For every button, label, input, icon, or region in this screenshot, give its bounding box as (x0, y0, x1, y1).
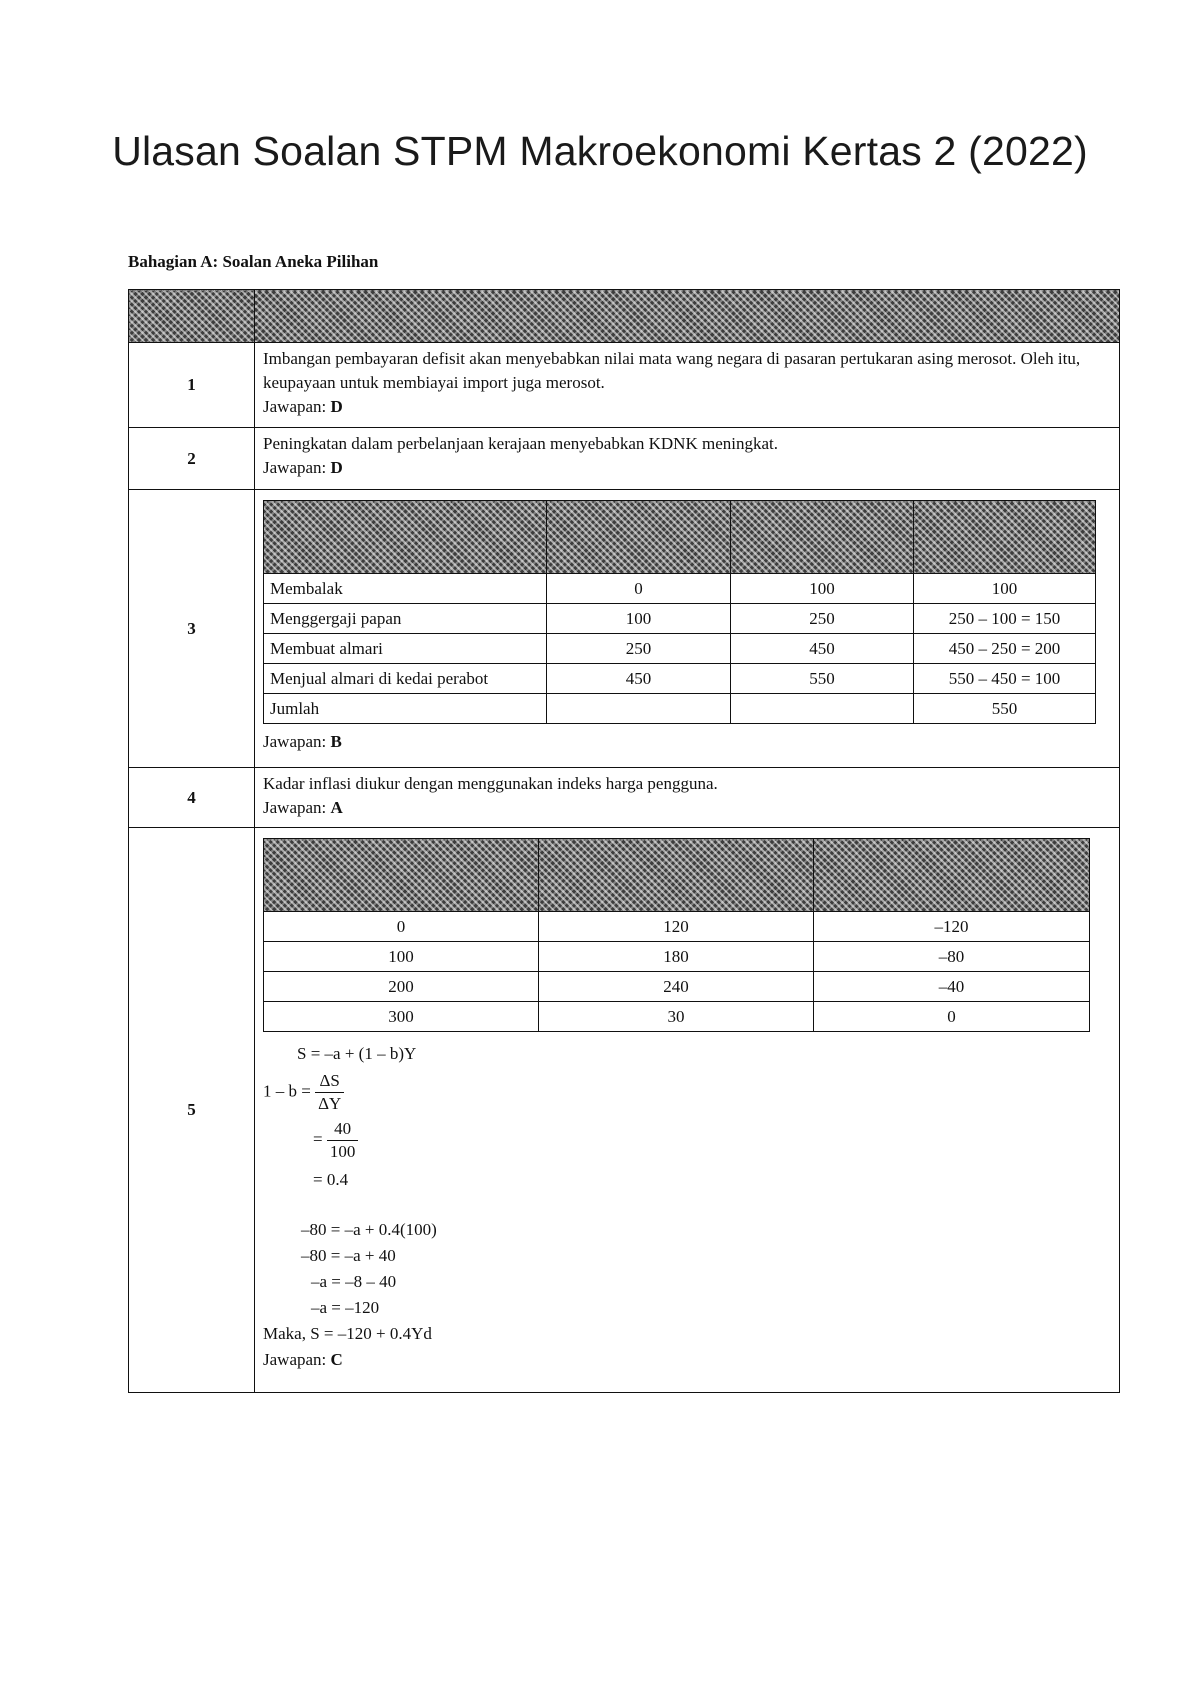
answer-table (128, 289, 1120, 1393)
table-cell: 30 (539, 1002, 814, 1032)
question-explanation (255, 343, 1120, 428)
answer-label: Jawapan: (263, 458, 327, 477)
calc-line-fraction-2 (263, 1118, 1111, 1168)
table-row (264, 1002, 1090, 1032)
header-explanation (255, 290, 1120, 343)
header-question-number (129, 290, 255, 343)
answer-line (263, 395, 1111, 419)
calc-line: –80 = –a + 40 (301, 1246, 396, 1265)
fraction (315, 1070, 344, 1115)
answer-label: Jawapan: (263, 732, 327, 751)
inner-header-cell (264, 839, 539, 912)
calc-line: = 0.4 (313, 1170, 349, 1189)
table-cell: Menjual almari di kedai perabot (264, 664, 547, 694)
answer-line (263, 796, 1111, 820)
table-cell: Menggergaji papan (264, 604, 547, 634)
table-cell: –80 (814, 942, 1090, 972)
table-cell: 250 (731, 604, 914, 634)
inner-header-row (264, 839, 1090, 912)
calc-line: S = –a + (1 – b)Y (297, 1044, 417, 1063)
explanation-text: Peningkatan dalam perbelanjaan kerajaan menyebabkan KDNK meningkat. (263, 434, 778, 453)
question-number: 5 (129, 828, 255, 1393)
document-title: Ulasan Soalan STPM Makroekonomi Kertas 2 (2022) (112, 128, 1088, 174)
table-cell: Membalak (264, 574, 547, 604)
table-row (264, 574, 1096, 604)
table-cell: 100 (914, 574, 1096, 604)
table-cell: 100 (264, 942, 539, 972)
question-explanation (255, 828, 1120, 1393)
fraction-numerator: ΔS (315, 1070, 344, 1093)
table-cell: 0 (814, 1002, 1090, 1032)
value-added-table (263, 500, 1096, 724)
table-cell: 240 (539, 972, 814, 1002)
inner-header-cell (264, 501, 547, 574)
inner-header-row (264, 501, 1096, 574)
calc-line: –a = –8 – 40 (311, 1272, 397, 1291)
answer-value: D (330, 397, 343, 416)
question-number: 4 (129, 768, 255, 828)
calc-line-fraction-1 (263, 1068, 1111, 1118)
question-explanation (255, 490, 1120, 768)
answer-label: Jawapan: (263, 397, 327, 416)
section-title: Bahagian A: Soalan Aneka Pilihan (128, 252, 379, 271)
inner-header-cell (539, 839, 814, 912)
table-cell: Membuat almari (264, 634, 547, 664)
table-cell: 450 (547, 664, 731, 694)
table-cell: 100 (547, 604, 731, 634)
question-number: 2 (129, 428, 255, 490)
table-cell: 450 – 250 = 200 (914, 634, 1096, 664)
answer-value: A (330, 798, 343, 817)
table-cell: 550 (914, 694, 1096, 724)
question-explanation (255, 428, 1120, 490)
calc-eq: = (313, 1129, 323, 1149)
explanation-text: Imbangan pembayaran defisit akan menyebabkan nilai mata wang negara di pasaran pertukaran asing merosot. Oleh itu, keupayaan untuk membiayai import juga merosot. (263, 349, 1081, 392)
inner-header-cell (731, 501, 914, 574)
table-cell: 250 (547, 634, 731, 664)
table-cell: 300 (264, 1002, 539, 1032)
table-cell (731, 694, 914, 724)
answer-value: C (330, 1350, 343, 1369)
table-cell: 550 (731, 664, 914, 694)
table-row (264, 972, 1090, 1002)
table-cell: 0 (264, 912, 539, 942)
answer-line (263, 730, 1111, 754)
fraction-denominator: ΔY (318, 1094, 342, 1113)
question-number: 1 (129, 343, 255, 428)
table-cell: 180 (539, 942, 814, 972)
answer-label: Jawapan: (263, 798, 327, 817)
answer-value: B (330, 732, 342, 751)
table-cell: Jumlah (264, 694, 547, 724)
table-cell: –40 (814, 972, 1090, 1002)
table-cell (547, 694, 731, 724)
inner-header-cell (814, 839, 1090, 912)
question-number: 3 (129, 490, 255, 768)
fraction-numerator: 40 (327, 1118, 359, 1141)
inner-header-cell (914, 501, 1096, 574)
question-row-1 (129, 343, 1120, 428)
table-cell: 550 – 450 = 100 (914, 664, 1096, 694)
table-cell: –120 (814, 912, 1090, 942)
table-cell: 100 (731, 574, 914, 604)
calc-spacer (263, 1194, 1111, 1218)
table-row (264, 912, 1090, 942)
question-row-3 (129, 490, 1120, 768)
fraction (327, 1118, 359, 1163)
explanation-text: Kadar inflasi diukur dengan menggunakan indeks harga pengguna. (263, 774, 718, 793)
question-row-4 (129, 768, 1120, 828)
calc-line: –a = –120 (311, 1298, 380, 1317)
table-row (264, 942, 1090, 972)
question-row-2 (129, 428, 1120, 490)
answer-value: D (330, 458, 343, 477)
table-row (264, 604, 1096, 634)
table-row (264, 664, 1096, 694)
question-row-5 (129, 828, 1120, 1393)
table-cell: 200 (264, 972, 539, 1002)
savings-table (263, 838, 1090, 1032)
table-cell: 120 (539, 912, 814, 942)
inner-header-cell (547, 501, 731, 574)
calculation-block (263, 1042, 1111, 1372)
calc-line-final: Maka, S = –120 + 0.4Yd (263, 1324, 432, 1343)
table-cell: 0 (547, 574, 731, 604)
fraction-denominator: 100 (329, 1142, 356, 1161)
answer-line (263, 1348, 1111, 1372)
calc-line: –80 = –a + 0.4(100) (301, 1220, 437, 1239)
answer-line (263, 456, 1111, 480)
answer-label: Jawapan: (263, 1350, 327, 1369)
table-cell: 250 – 100 = 150 (914, 604, 1096, 634)
table-cell: 450 (731, 634, 914, 664)
calc-lhs: 1 – b = (263, 1081, 311, 1101)
question-explanation (255, 768, 1120, 828)
table-row (264, 634, 1096, 664)
table-header-row (129, 290, 1120, 343)
table-row-total (264, 694, 1096, 724)
